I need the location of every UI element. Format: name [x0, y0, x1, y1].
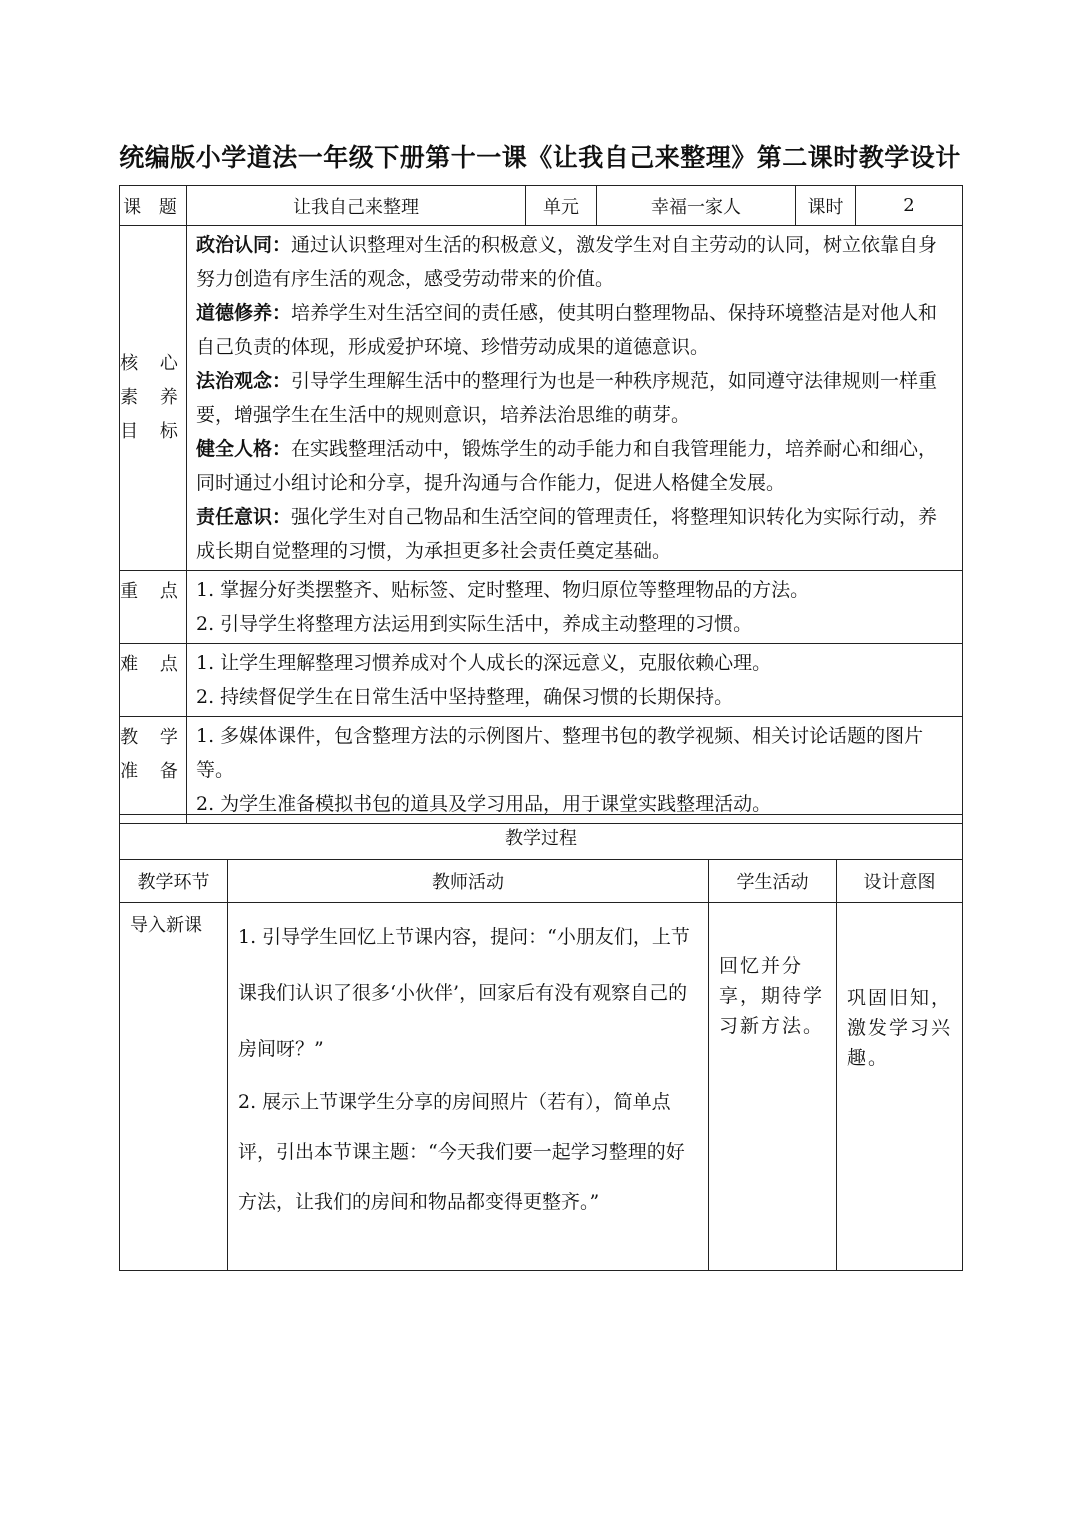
core-item: 法治观念：引导学生理解生活中的整理行为也是一种秩序规范，如同遵守法律规则一样重要，增强学生在生活中的规则意识，培养法治思维的萌芽。 [196, 370, 938, 426]
key-point-item: 2. 引导学生将整理方法运用到实际生活中，养成主动整理的习惯。 [196, 613, 753, 635]
core-item: 责任意识：强化学生对自己物品和生活空间的管理责任，将整理知识转化为实际行动，养成长期自觉整理的习惯，为承担更多社会责任奠定基础。 [196, 506, 938, 562]
difficulty-item: 1. 让学生理解整理习惯养成对个人成长的深远意义，克服依赖心理。 [196, 652, 772, 674]
teacher-activity-item: 1. 引导学生回忆上节课内容，提问：“小朋友们，上节课我们认识了很多‘小伙伴’，回家后有没有观察自己的房间呀？” [238, 926, 690, 1060]
process-title: 教学过程 [120, 815, 963, 860]
core-goals-content [187, 226, 963, 571]
col-header-stage: 教学环节 [120, 860, 228, 903]
difficulties-content [187, 644, 963, 717]
difficulties-label: 难 点 [120, 644, 187, 717]
preparation-content [187, 717, 963, 824]
document-title: 统编版小学道法一年级下册第十一课《让我自己来整理》第二课时教学设计 [119, 143, 961, 172]
stage-cell: 导入新课 [120, 903, 228, 1271]
key-point-item: 1. 掌握分好类摆整齐、贴标签、定时整理、物归原位等整理物品的方法。 [196, 579, 810, 601]
core-goals-label: 核 心 素 养 目 标 [120, 226, 187, 571]
key-points-content [187, 571, 963, 644]
teaching-process-table [119, 814, 963, 1271]
topic-label: 课 题 [120, 186, 187, 226]
table-row [120, 903, 963, 1271]
col-header-teacher: 教师活动 [228, 860, 709, 903]
preparation-item: 1. 多媒体课件，包含整理方法的示例图片、整理书包的教学视频、相关讨论话题的图片等。 [196, 725, 924, 781]
period-value: 2 [856, 186, 963, 226]
design-intent-cell: 巩固旧知，激发学习兴趣。 [837, 903, 963, 1271]
core-item: 政治认同：通过认识整理对生活的积极意义，激发学生对自主劳动的认同，树立依靠自身努力创造有序生活的观念，感受劳动带来的价值。 [196, 234, 938, 290]
topic-value: 让我自己来整理 [187, 186, 526, 226]
difficulty-item: 2. 持续督促学生在日常生活中坚持整理，确保习惯的长期保持。 [196, 686, 734, 708]
student-activity-cell: 回忆并分享，期待学习新方法。 [709, 903, 837, 1271]
key-points-label: 重 点 [120, 571, 187, 644]
preparation-item: 2. 为学生准备模拟书包的道具及学习用品，用于课堂实践整理活动。 [196, 793, 772, 815]
unit-value: 幸福一家人 [597, 186, 796, 226]
col-header-student: 学生活动 [709, 860, 837, 903]
preparation-label: 教 学 准 备 [120, 717, 187, 824]
core-item: 道德修养：培养学生对生活空间的责任感，使其明白整理物品、保持环境整洁是对他人和自己负责的体现，形成爱护环境、珍惜劳动成果的道德意识。 [196, 302, 938, 358]
teacher-activity-item: 2. 展示上节课学生分享的房间照片（若有），简单点评，引出本节课主题：“今天我们要一起学习整理的好方法，让我们的房间和物品都变得更整齐。” [238, 1091, 685, 1213]
unit-label: 单元 [526, 186, 597, 226]
lesson-info-table [119, 185, 963, 824]
core-item: 健全人格：在实践整理活动中，锻炼学生的动手能力和自我管理能力，培养耐心和细心，同时通过小组讨论和分享，提升沟通与合作能力，促进人格健全发展。 [196, 438, 938, 494]
teacher-activity-cell [228, 903, 709, 1271]
col-header-intent: 设计意图 [837, 860, 963, 903]
period-label: 课时 [796, 186, 856, 226]
